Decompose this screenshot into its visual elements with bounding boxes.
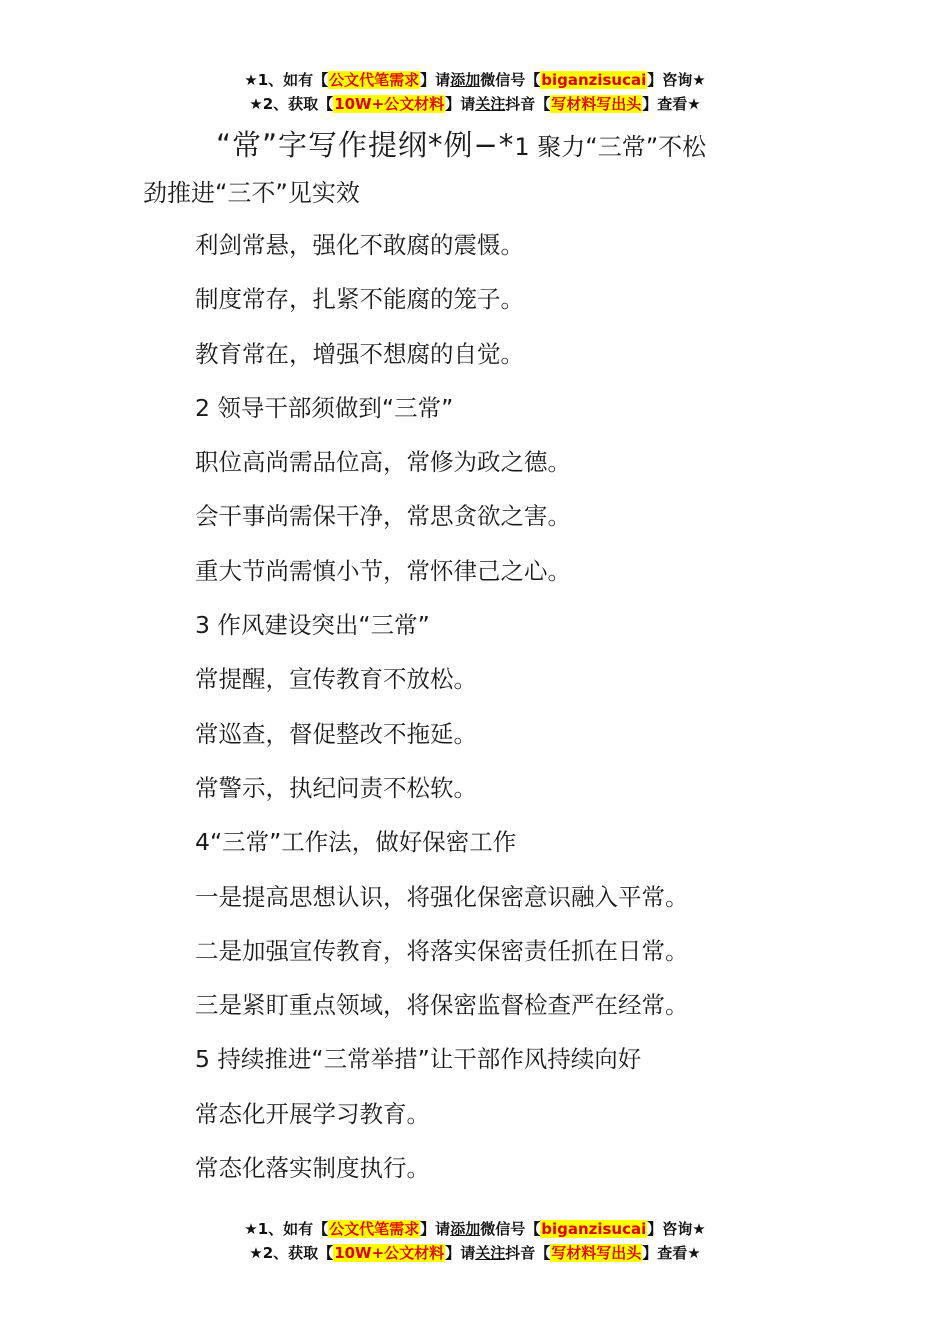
title-main: “常”字写作提纲*例−* — [216, 128, 515, 162]
banner-text: 】咨询★ — [647, 1220, 706, 1238]
section-heading: 3 作风建设突出“三常” — [195, 611, 430, 640]
underlined-text: 添加 — [450, 71, 481, 89]
paragraph: 常态化开展学习教育。 — [195, 1099, 430, 1128]
banner-text: 】请 — [420, 71, 451, 89]
document-title — [143, 122, 823, 216]
banner-text: 1、如有【 — [257, 1220, 329, 1238]
banner-line-2 — [0, 1241, 950, 1265]
section-heading: 4“三常”工作法，做好保密工作 — [195, 828, 517, 857]
banner-text: 2、获取【 — [262, 1244, 334, 1262]
banner-text: 】请 — [445, 1244, 476, 1262]
title-line-2: 劲推进“三不”见实效 — [143, 179, 360, 207]
highlight-wechat-id: biganzisucai — [541, 1220, 647, 1238]
banner-text: 抖音【 — [505, 95, 551, 113]
paragraph: 三是紧盯重点领域，将保密监督检查严在经常。 — [195, 991, 689, 1020]
banner-text: 微信号【 — [480, 71, 541, 89]
paragraph: 重大节尚需慎小节，常怀律己之心。 — [195, 556, 571, 585]
underlined-text: 关注 — [475, 1244, 506, 1262]
paragraph: 教育常在，增强不想腐的自觉。 — [195, 339, 524, 368]
paragraph: 二是加强宣传教育，将落实保密责任抓在日常。 — [195, 936, 689, 965]
footer-banner — [0, 1217, 950, 1265]
section-heading: 5 持续推进“三常举措”让干部作风持续向好 — [195, 1045, 642, 1074]
banner-text: 】查看★ — [642, 95, 701, 113]
banner-text: 】请 — [445, 95, 476, 113]
banner-text: 】咨询★ — [647, 71, 706, 89]
title-section-1: 1 聚力“三常”不松 — [514, 133, 707, 161]
highlight-douyin: 写材料写出头 — [551, 95, 642, 113]
banner-line-1 — [0, 1217, 950, 1241]
banner-text: 微信号【 — [480, 1220, 541, 1238]
paragraph: 常态化落实制度执行。 — [195, 1154, 430, 1183]
document-body — [195, 222, 855, 1199]
star-icon: ★ — [244, 71, 258, 89]
paragraph: 利剑常悬，强化不敢腐的震慑。 — [195, 231, 524, 259]
highlight-service: 公文代笔需求 — [329, 71, 420, 89]
banner-line-1 — [0, 68, 950, 92]
title-line-1 — [143, 122, 823, 170]
paragraph: 会干事尚需保干净，常思贪欲之害。 — [195, 502, 571, 531]
paragraph: 一是提高思想认识，将强化保密意识融入平常。 — [195, 882, 689, 911]
section-heading: 2 领导干部须做到“三常” — [195, 393, 454, 422]
header-banner — [0, 68, 950, 116]
underlined-text: 关注 — [475, 95, 506, 113]
banner-line-2 — [0, 92, 950, 116]
banner-text: 抖音【 — [505, 1244, 551, 1262]
highlight-materials: 10W+公文材料 — [334, 95, 445, 113]
paragraph: 常巡查，督促整改不拖延。 — [195, 719, 477, 748]
highlight-douyin: 写材料写出头 — [551, 1244, 642, 1262]
star-icon: ★ — [249, 95, 263, 113]
paragraph: 常提醒，宣传教育不放松。 — [195, 665, 477, 694]
paragraph: 制度常存，扎紧不能腐的笼子。 — [195, 285, 524, 314]
banner-text: 】请 — [420, 1220, 451, 1238]
highlight-service: 公文代笔需求 — [329, 1220, 420, 1238]
banner-text: 】查看★ — [642, 1244, 701, 1262]
banner-text: 1、如有【 — [257, 71, 329, 89]
paragraph: 职位高尚需品位高，常修为政之德。 — [195, 448, 571, 477]
highlight-wechat-id: biganzisucai — [541, 71, 647, 89]
star-icon: ★ — [244, 1220, 258, 1238]
highlight-materials: 10W+公文材料 — [334, 1244, 445, 1262]
star-icon: ★ — [249, 1244, 263, 1262]
underlined-text: 添加 — [450, 1220, 481, 1238]
paragraph: 常警示，执纪问责不松软。 — [195, 773, 477, 802]
banner-text: 2、获取【 — [262, 95, 334, 113]
